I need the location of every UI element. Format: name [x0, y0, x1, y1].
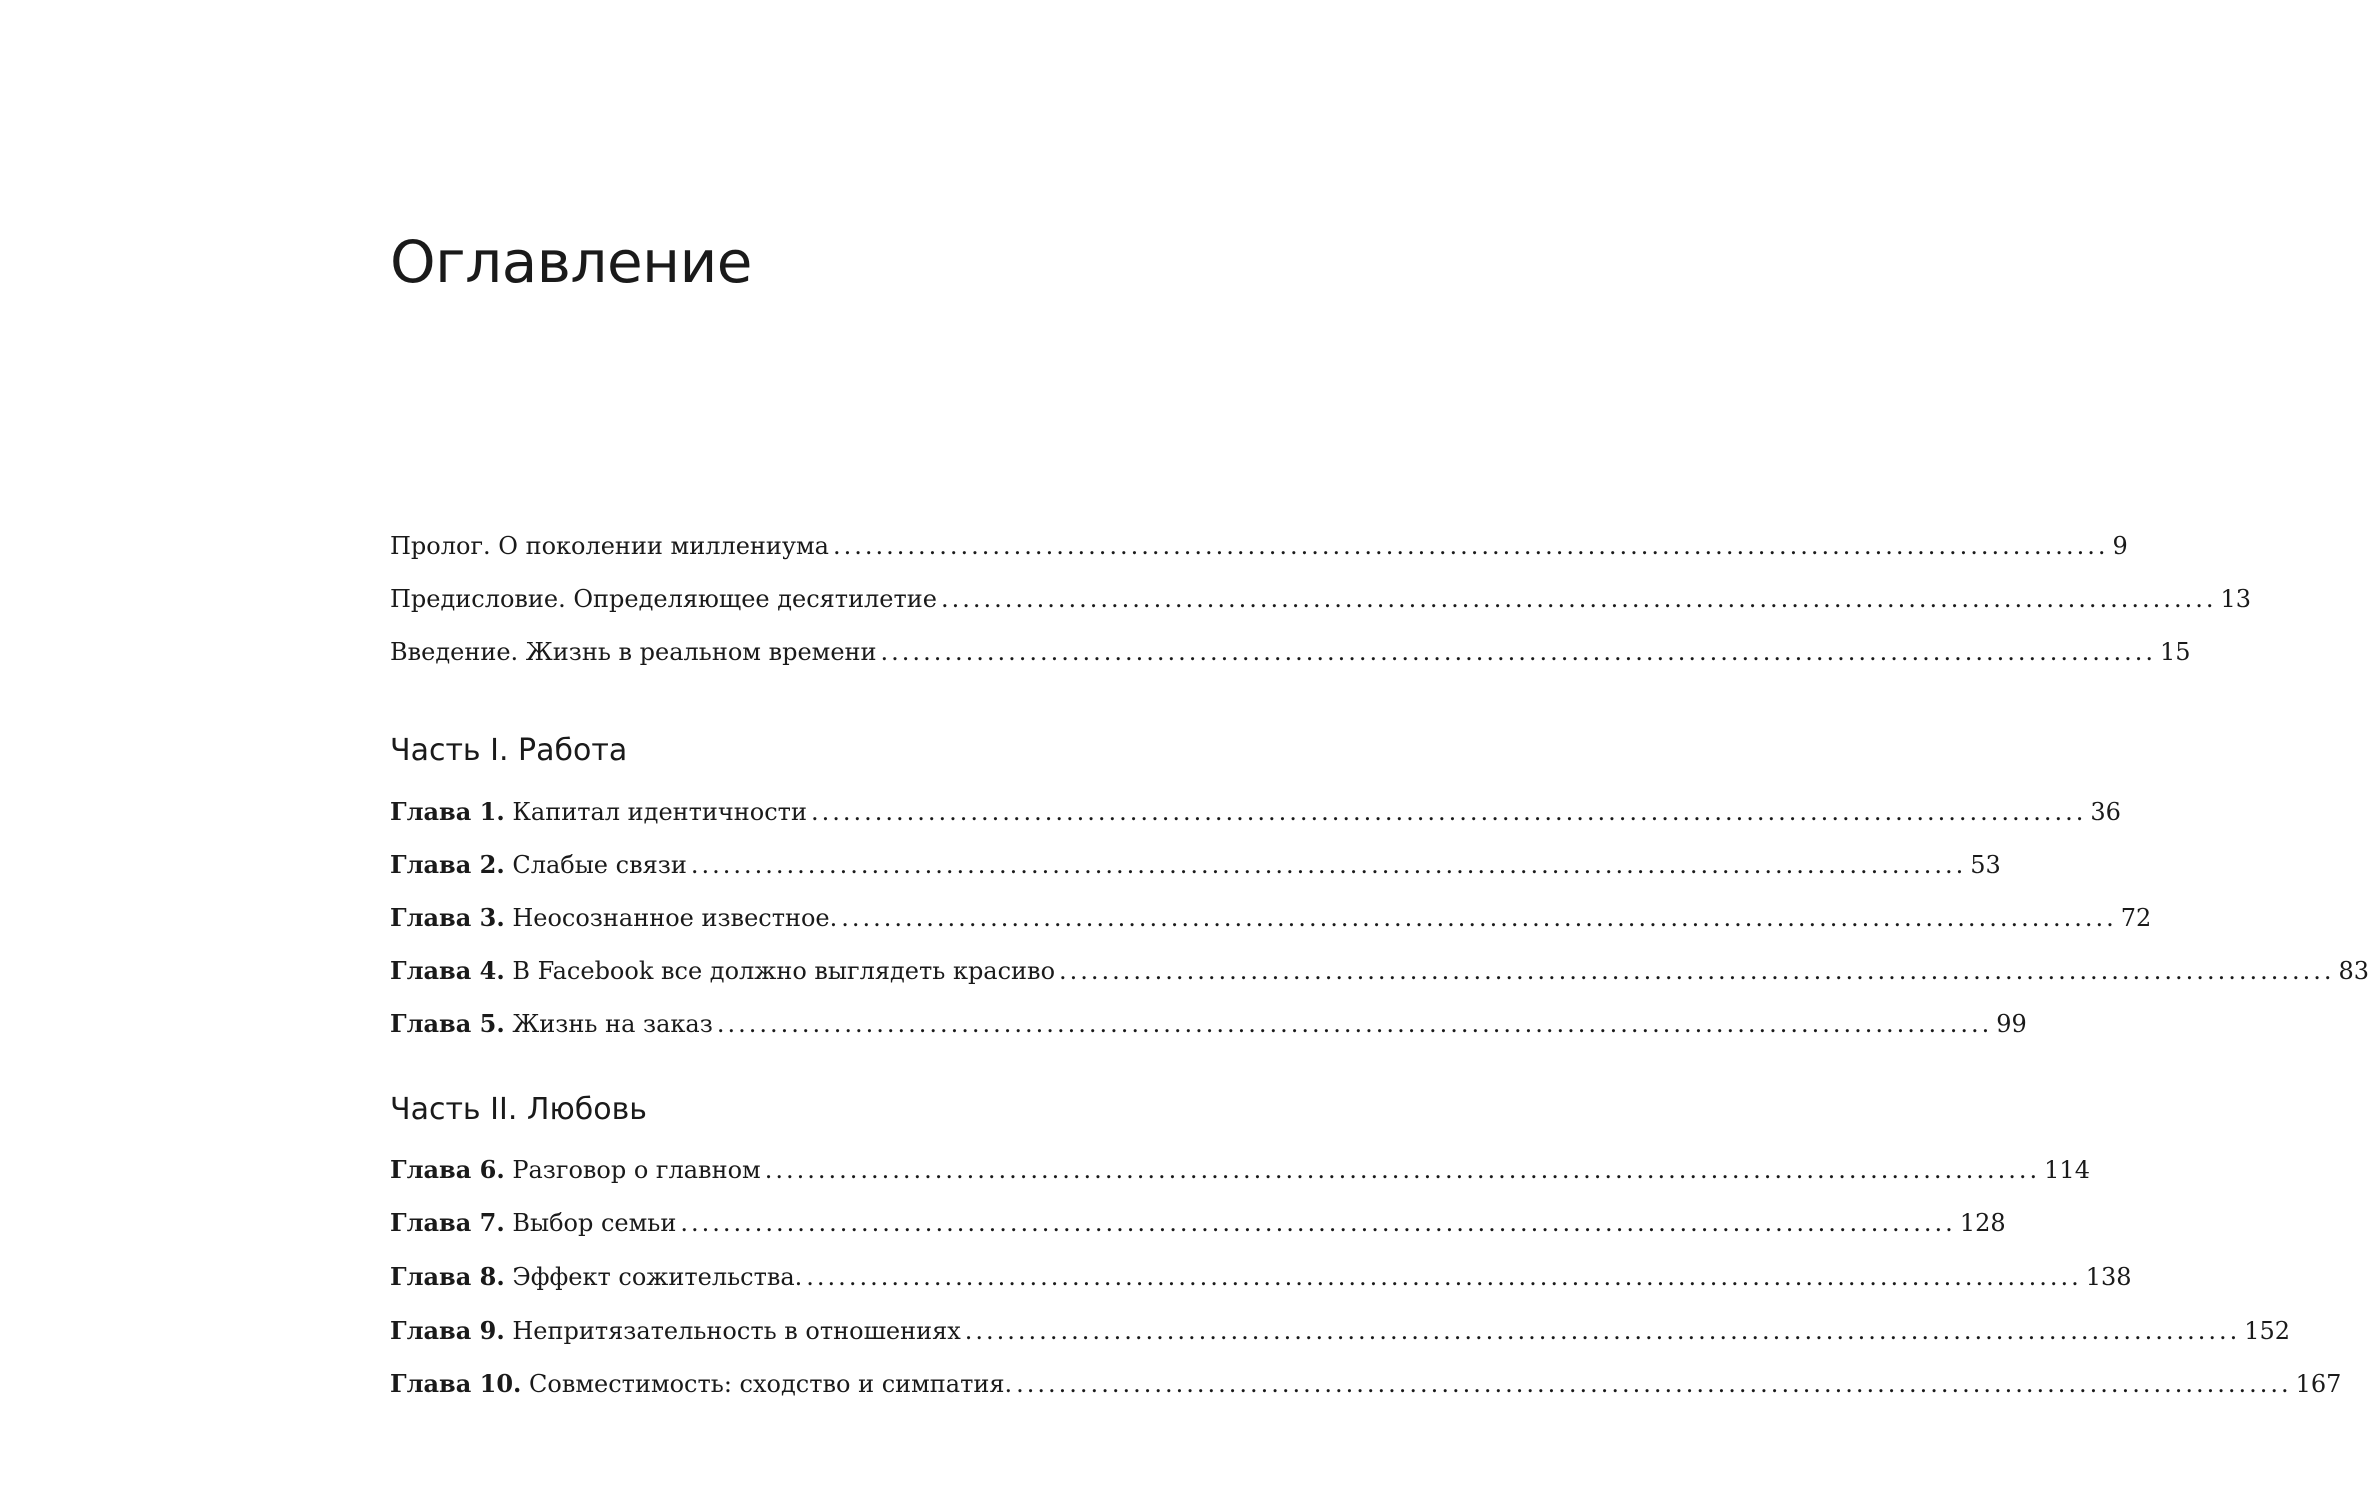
- entry-label: [390, 1150, 761, 1190]
- entry-label: [390, 898, 837, 938]
- chapter-number: Глава 7.: [390, 1208, 505, 1237]
- dot-leader: ........................................................................................................................: [716, 1010, 1993, 1038]
- chapter-number: Глава 6.: [390, 1155, 505, 1184]
- toc-entry-prologue[interactable]: [390, 526, 2128, 566]
- entry-page-number: 114: [2044, 1156, 2090, 1184]
- toc-entry-chapter-2[interactable]: [390, 845, 2001, 885]
- chapter-number: Глава 4.: [390, 956, 505, 985]
- entry-page-number: 152: [2244, 1317, 2291, 1345]
- entry-label: [390, 845, 687, 885]
- entry-label: [390, 1364, 1012, 1404]
- chapter-title: Разговор о главном: [512, 1156, 761, 1184]
- chapter-number: Глава 5.: [390, 1009, 505, 1038]
- toc-entry-chapter-5[interactable]: [390, 1004, 2027, 1044]
- entry-page-number: 36: [2090, 798, 2121, 826]
- dot-leader: ........................................................................................................................: [806, 1263, 2082, 1291]
- entry-page-number: 83: [2338, 957, 2369, 985]
- toc-title: Оглавление: [390, 228, 752, 296]
- toc-entry-chapter-9[interactable]: [390, 1311, 2291, 1351]
- entry-page-number: 9: [2112, 532, 2128, 560]
- toc-entry-chapter-1[interactable]: [390, 792, 2121, 832]
- chapter-number: Глава 9.: [390, 1316, 505, 1345]
- dot-leader: ........................................................................................................................: [680, 1209, 1956, 1237]
- toc-entry-chapter-7[interactable]: [390, 1203, 2006, 1243]
- toc-page: [390, 0, 2369, 1500]
- entry-page-number: 72: [2120, 904, 2152, 932]
- toc-entry-foreword[interactable]: [390, 579, 2251, 619]
- entry-label: [390, 1257, 802, 1297]
- chapter-number: Глава 1.: [390, 797, 505, 826]
- toc-entry-chapter-4[interactable]: [390, 951, 2369, 991]
- toc-entry-introduction[interactable]: [390, 632, 2191, 672]
- entry-label: [390, 1004, 713, 1044]
- dot-leader: ........................................................................................................................: [964, 1317, 2241, 1345]
- entry-label: [390, 1203, 676, 1243]
- dot-leader: ........................................................................................................................: [690, 851, 1967, 879]
- chapter-title: Непритязательность в отношениях: [512, 1317, 961, 1345]
- toc-entry-chapter-8[interactable]: [390, 1257, 2132, 1297]
- chapter-title: Совместимость: сходство и симпатия.: [529, 1370, 1013, 1398]
- chapter-title: Слабые связи: [512, 851, 687, 879]
- dot-leader: ........................................................................................................................: [1059, 957, 2335, 985]
- entry-page-number: 15: [2160, 638, 2191, 666]
- dot-leader: ........................................................................................................................: [841, 904, 2117, 932]
- toc-entry-chapter-6[interactable]: [390, 1150, 2090, 1190]
- dot-leader: ........................................................................................................................: [832, 532, 2109, 560]
- chapter-number: Глава 2.: [390, 850, 505, 879]
- entry-label: Введение. Жизнь в реальном времени: [390, 638, 877, 666]
- entry-page-number: 167: [2295, 1370, 2342, 1398]
- chapter-title: Неосознанное известное.: [512, 904, 838, 932]
- chapter-title: Выбор семьи: [512, 1209, 677, 1237]
- dot-leader: ........................................................................................................................: [880, 638, 2157, 666]
- entry-page-number: 53: [1970, 851, 2001, 879]
- toc-entry-chapter-10[interactable]: [390, 1364, 2342, 1404]
- entry-label: Пролог. О поколении миллениума: [390, 532, 829, 560]
- entry-label: Предисловие. Определяющее десятилетие: [390, 585, 937, 613]
- entry-page-number: 99: [1996, 1010, 2027, 1038]
- chapter-title: В Facebook все должно выглядеть красиво: [512, 957, 1056, 985]
- part-heading-1: Часть I. Работа: [390, 733, 628, 768]
- chapter-number: Глава 3.: [390, 903, 505, 932]
- entry-label: [390, 951, 1055, 991]
- dot-leader: ........................................................................................................................: [810, 798, 2087, 826]
- entry-label: [390, 792, 807, 832]
- toc-entry-chapter-3[interactable]: [390, 898, 2152, 938]
- entry-page-number: 138: [2085, 1263, 2132, 1291]
- dot-leader: ........................................................................................................................: [940, 585, 2217, 613]
- chapter-number: Глава 10.: [390, 1369, 522, 1398]
- entry-label: [390, 1311, 961, 1351]
- entry-page-number: 128: [1959, 1209, 2006, 1237]
- chapter-title: Капитал идентичности: [512, 798, 807, 826]
- chapter-title: Жизнь на заказ: [512, 1010, 713, 1038]
- chapter-number: Глава 8.: [390, 1262, 505, 1291]
- chapter-title: Эффект сожительства.: [512, 1263, 803, 1291]
- part-heading-2: Часть II. Любовь: [390, 1092, 647, 1127]
- dot-leader: ........................................................................................................................: [1016, 1370, 2292, 1398]
- entry-page-number: 13: [2220, 585, 2251, 613]
- dot-leader: ........................................................................................................................: [764, 1156, 2041, 1184]
